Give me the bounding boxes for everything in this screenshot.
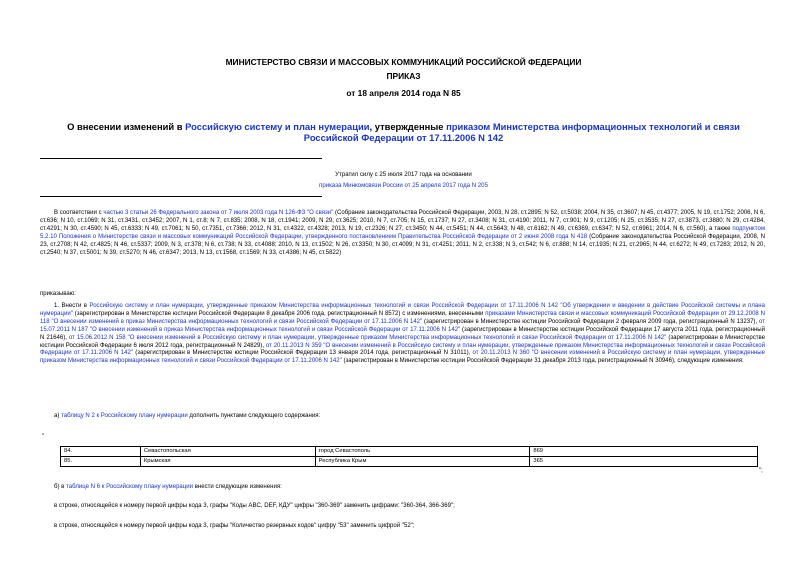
item1-text-4: (зарегистрирован в Министерстве юстиции Российской Федерации 17 августа 2011 года, регистрационный N 21646), <box>40 326 765 341</box>
item1-link-order-158[interactable]: от 15.06.2012 N 158 "О внесении изменений в Российскую систему и план нумерации, утвержденные приказом Министерства информационных технологий и связи Российской Федерации от 17.11.2006 N 142" <box>68 334 667 341</box>
title-text-1: О внесении изменений в <box>67 121 186 132</box>
change-line-reserve: в строке, относящейся к номеру первой цифры кода 3, графы "Количество резервных кодов" цифру "53" заменить цифрой "52"; <box>54 523 415 529</box>
table-cell: Севастопольская <box>140 447 315 457</box>
change-line-codes: в строке, относящейся к номеру первой цифры кода 3, графы "Коды ABC, DEF, КДУ" цифры "360-369" заменить цифрами: "360-364, 366-369"; <box>54 503 455 509</box>
preamble-link-law[interactable]: частью 3 статьи 26 Федерального закона от 7 июля 2003 года N 126-ФЗ "О связи" <box>103 210 334 216</box>
separator-line-1 <box>40 158 322 159</box>
subitem-b-link[interactable]: таблице N 6 к Российскому плану нумерации <box>66 484 194 490</box>
table-cell: Крымская <box>140 457 315 467</box>
table-cell: 365 <box>530 457 758 467</box>
document-title <box>40 121 767 143</box>
preamble-link-regulation[interactable]: подпунктом 5.2.10 Положения о Министерстве связи и массовых коммуникаций Российской Федерации, утвержденного постановлением Правительства Российской Федерации от 2 июня 2008 года N 418 <box>40 225 765 240</box>
preamble-paragraph <box>40 210 765 257</box>
table-row <box>61 457 758 467</box>
title-link-numbering-system[interactable]: Российскую систему и план нумерации <box>185 121 370 132</box>
subitem-b <box>54 484 282 492</box>
status-note-text: Утратил силу с 25 июля 2017 года на основании <box>335 171 472 178</box>
item1-text-5: (зарегистрирован в Министерстве юстиции Российской Федерации 6 июля 2012 года, регистрационный N 24829), <box>40 334 765 349</box>
title-link-order-142[interactable]: приказом Министерства информационных технологий и связи Российской Федерации от 17.11.2006 N 142 <box>303 121 740 143</box>
ministry-heading: МИНИСТЕРСТВО СВЯЗИ И МАССОВЫХ КОММУНИКАЦИЙ РОССИЙСКОЙ ФЕДЕРАЦИИ <box>225 57 582 67</box>
table-cell: 85. <box>61 457 141 467</box>
preamble-text-3: (Собрание законодательства Российской Федерации, 2008, N 23, ст.2708; N 42, ст.4825; N 46, ст.5337; 2009, N 3, ст.378; N 6, ст.738; N 33, ст.4088; 2010, N 13, ст.1502; N 26, ст.3350; N 30, ст.4099; N 31, ст.4251; 2011, N 2, ст.338; N 3, ст.542; N 6, ст.888; N 14, ст.1935; N 21, ст.2965; N 44, ст.6272; N 49, ст.7283; 2012, N 20, ст.2540; N 37, ст.5001; N 39, ст.5270; N 46, ст.6347; 2013, N 13, ст.1568, ст.1569; N 33, ст.4386; N 45, ст.5822) <box>40 233 765 256</box>
table-row <box>61 447 758 457</box>
subitem-a <box>54 413 320 421</box>
title-text-2: , утвержденные <box>369 121 447 132</box>
item1-link-order-118[interactable]: приказами Министерства связи и массовых коммуникаций Российской Федерации от 29.12.2008 N 118 "О внесении изменений в приказ Министерства информационных технологий и связи Российской Федерации от 17.11.2006 N 142" <box>40 310 765 325</box>
order-word: приказываю: <box>40 291 76 297</box>
item1-link-order-360[interactable]: от 20.11.2013 N 360 "О внесении изменений в Российскую систему и план нумерации, утвержденные приказом Министерства информационных технологий и связи Российской Федерации от 17.11.2006 N 142" <box>40 350 765 365</box>
item1-text-6: (зарегистрирован в Министерстве юстиции Российской Федерации 13 января 2014 года, регистрационный N 31011), <box>133 350 473 357</box>
doc-type-heading: ПРИКАЗ <box>386 71 421 81</box>
subitem-a-text-2: дополнить пунктами следующего содержания: <box>187 413 321 419</box>
item1-link-system[interactable]: Российскую систему и план нумерации, утвержденные приказом Министерства информационных технологий и связи Российской Федерации от 17.11.2006 N 142 "Об утверждении и введении в действие Российской системы и плана нумерации" <box>40 303 765 317</box>
subitem-b-text-1: б) в <box>54 484 67 490</box>
item1-link-order-359[interactable]: от 20.11.2013 N 359 "О внесении изменений в Российскую систему и план нумерации, утвержденные приказом Министерства информационных технологий и связи Российской Федерации от 17.11.2006 N 142" <box>40 342 765 357</box>
item-1-paragraph <box>40 303 765 366</box>
status-note-link[interactable]: приказа Минкомсвязи России от 25 апреля 2017 года N 205 <box>319 182 488 189</box>
table-cell: 869 <box>530 447 758 457</box>
item1-text-2: (зарегистрирован в Министерстве юстиции Российской Федерации 8 декабря 2006 года, регистрационный N 8572) с изменениями, внесенными <box>72 310 486 317</box>
separator-line-2 <box>40 196 322 197</box>
quote-close-mark: "; <box>759 468 763 474</box>
table-cell: город Севастополь <box>315 447 530 457</box>
item1-text-7: (зарегистрирован в Министерстве юстиции Российской Федерации 31 декабря 2013 года, регистрационный N 30946), следующие изменения: <box>341 358 744 365</box>
subitem-b-text-2: внести следующие изменения: <box>193 484 282 490</box>
quote-open-mark: " <box>42 434 45 440</box>
item1-link-order-187[interactable]: от 15.07.2011 N 187 "О внесении изменений в приказ Министерства информационных технологий и связи Российской Федерации от 17.11.2006 N 142" <box>40 318 765 333</box>
table-cell: 84. <box>61 447 141 457</box>
subitem-a-text-1: а) <box>54 413 62 419</box>
item1-text-3: (зарегистрирован в Министерстве юстиции Российской Федерации 2 февраля 2009 года, регистрационный N 13237), <box>422 318 759 325</box>
subitem-a-link[interactable]: таблицу N 2 к Российскому плану нумерации <box>61 413 188 419</box>
codes-table <box>60 446 758 467</box>
preamble-text-2: (Собрание законодательства Российской Федерации, 2003, N 28, ст.2895; N 52, ст.5038; 2004, N 35, ст.3607; N 45, ст.4377; 2005, N 19, ст.1752; 2006, N 6, ст.636; N 10, ст.1069; N 31, ст.3431, ст.3452; 2007, N 1, ст.8; N 7, ст.835; 2008, N 18, ст.1941; 2009, N 29, ст.3625; 2010, N 7, ст.705; N 15, ст.1737; N 27, ст.3408; N 31, ст.4190; 2011, N 7, ст.901; N 9, ст.1205; N 25, ст.3535; N 27, ст.3873, ст.3880; N 29, ст.4284, ст.4291; N 30, ст.4590; N 45, ст.6333; N 49, ст.7061; N 50, ст.7351, ст.7366; 2012, N 31, ст.4322, ст.4328; 2013, N 19, ст.2326; N 27, ст.3450; N 44, ст.5451; N 44, ст.5643; N 48, ст.6162; N 49, ст.6369, ст.6347; N 52, ст.6961; 2014, N 6, ст.560), а также <box>40 210 765 232</box>
table-cell: Республика Крым <box>315 457 530 467</box>
status-note <box>0 171 807 190</box>
preamble-text-1: В соответствии с <box>54 210 104 216</box>
item1-text-1: 1. Внести в <box>54 303 90 309</box>
doc-date-heading: от 18 апреля 2014 года N 85 <box>346 88 461 98</box>
